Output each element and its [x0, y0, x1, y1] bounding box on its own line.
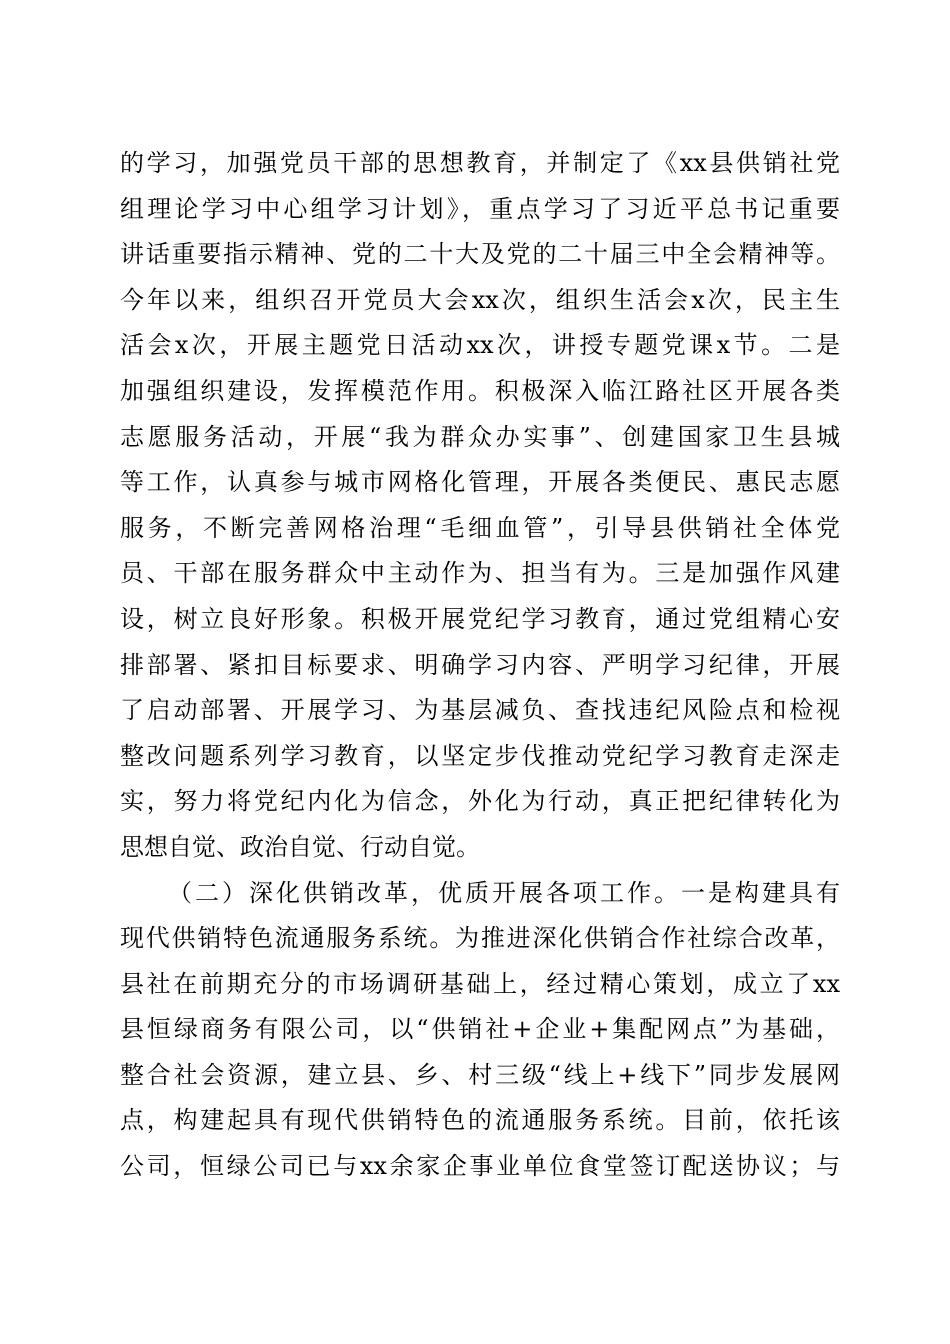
text-line: 今年以来，组织召开党员大会xx次，组织生活会x次，民主生 [120, 285, 840, 314]
section-heading-line: （二）深化供销改革，优质开展各项工作。一是构建具有 [168, 878, 840, 907]
text-line: 等工作，认真参与城市网格化管理，开展各类便民、惠民志愿 [120, 468, 840, 497]
text-line: 员、干部在服务群众中主动作为、担当有为。三是加强作风建 [120, 559, 840, 588]
text-line: 活会x次，开展主题党日活动xx次，讲授专题党课x节。二是 [120, 331, 840, 360]
text-line: 服务，不断完善网格治理“毛细血管”，引导县供销社全体党 [120, 513, 840, 542]
text-line: 加强组织建设，发挥模范作用。积极深入临江路社区开展各类 [120, 376, 840, 405]
text-line: 整合社会资源，建立县、乡、村三级“线上+线下”同步发展网 [120, 1060, 840, 1089]
text-line: 整改问题系列学习教育，以坚定步伐推动党纪学习教育走深走 [120, 741, 840, 770]
text-line: 组理论学习中心组学习计划》，重点学习了习近平总书记重要 [120, 194, 840, 223]
text-line: 现代供销特色流通服务系统。为推进深化供销合作社综合改革， [120, 924, 840, 953]
text-line: 排部署、紧扣目标要求、明确学习内容、严明学习纪律，开展 [120, 650, 840, 679]
paragraph-end-line: 思想自觉、政治自觉、行动自觉。 [120, 832, 480, 861]
text-line: 了启动部署、开展学习、为基层减负、查找违纪风险点和检视 [120, 696, 840, 725]
text-line: 县社在前期充分的市场调研基础上，经过精心策划，成立了xx [120, 969, 840, 998]
text-line: 县恒绿商务有限公司，以“供销社+企业+集配网点”为基础， [120, 1015, 840, 1044]
text-line: 实，努力将党纪内化为信念，外化为行动，真正把纪律转化为 [120, 787, 840, 816]
text-line: 点，构建起具有现代供销特色的流通服务系统。目前，依托该 [120, 1106, 840, 1135]
text-line: 讲话重要指示精神、党的二十大及党的二十届三中全会精神等。 [120, 240, 840, 269]
text-line: 的学习，加强党员干部的思想教育，并制定了《xx县供销社党 [120, 149, 840, 177]
text-line: 设，树立良好形象。积极开展党纪学习教育，通过党组精心安 [120, 604, 840, 633]
body-text [120, 141, 840, 1190]
text-line: 志愿服务活动，开展“我为群众办实事”、创建国家卫生县城 [120, 422, 840, 451]
text-line: 公司，恒绿公司已与xx余家企事业单位食堂签订配送协议；与 [120, 1152, 840, 1181]
